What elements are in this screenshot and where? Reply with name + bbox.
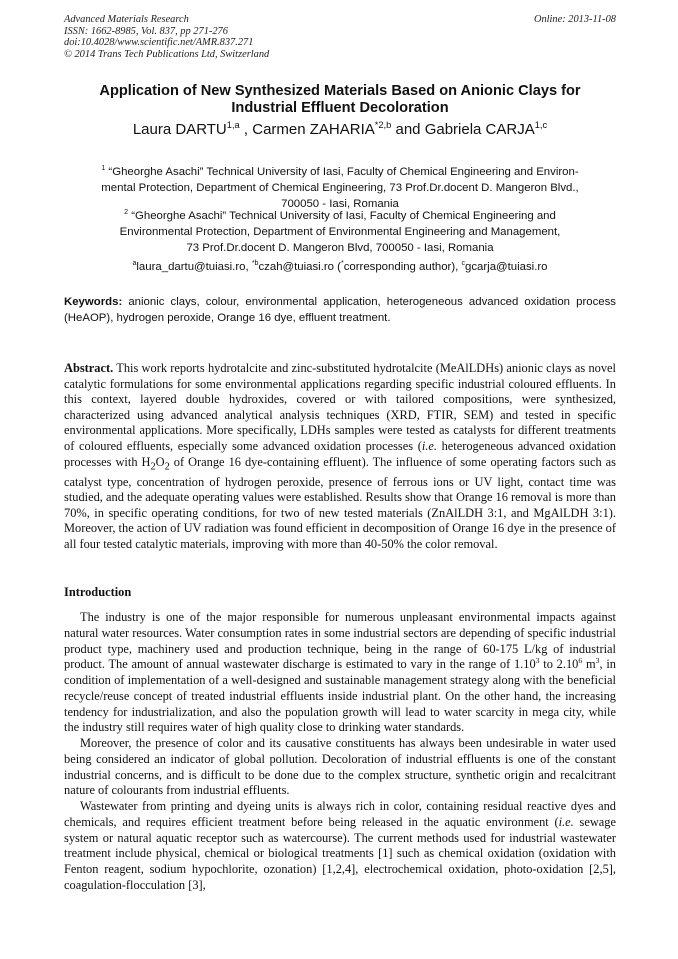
journal-name: Advanced Materials Research bbox=[64, 14, 189, 25]
abstract-text: of Orange 16 dye-containing effluent). The influence of some operating factors such as catalyst type, concentration of hydrogen peroxide, presence of ferrous ions or UV light, contact time was studied, and the adequate operating values were established. Results show that Orange 16 removal is more than 70%, in specific operating conditions, for two of new tested materials (ZnAlLDH 3:1, and MgAlLDH 3:1). Moreover, the action of UV radiation was found efficient in decomposition of Orange 16 dye in the presence of all four tested catalytic materials, improving with more than 40-50% the color removal. bbox=[64, 454, 616, 551]
abstract-ie: i.e. bbox=[421, 438, 437, 453]
doi-line[interactable]: doi:10.4028/www.scientific.net/AMR.837.271 bbox=[64, 37, 254, 49]
author-1: Laura DARTU bbox=[132, 121, 227, 138]
introduction-body bbox=[64, 610, 616, 894]
paragraph-text: m bbox=[582, 657, 596, 672]
author-2: Carmen ZAHARIA bbox=[252, 121, 375, 138]
superscript: 6 bbox=[578, 656, 583, 666]
author-3: Gabriela CARJA bbox=[424, 121, 535, 138]
author-separator: , bbox=[239, 121, 253, 138]
corresponding-note: corresponding author), bbox=[343, 261, 462, 273]
affiliation-1-line: 700050 - Iasi, Romania bbox=[281, 197, 399, 210]
author-3-affil: 1,c bbox=[534, 120, 548, 130]
affiliation-2-line: Environmental Protection, Department of Environmental Engineering and Management, bbox=[119, 225, 561, 238]
abstract-text: O bbox=[155, 454, 165, 469]
section-heading-introduction: Introduction bbox=[64, 585, 132, 599]
abstract-block bbox=[64, 361, 616, 553]
keywords-text: anionic clays, colour, environmental application, heterogeneous advanced oxidation process (HeAOP), hydrogen peroxide, Orange 16 dye, effluent treatment. bbox=[64, 296, 616, 324]
author-list bbox=[64, 121, 616, 139]
online-date: Online: 2013-11-08 bbox=[533, 14, 616, 25]
paragraph: Moreover, the presence of color and its causative constituents has always been undesirable in water used being considered an indicator of global pollution. Decoloration of industrial effluents is one of the constant industrial concerns, and is difficult to be done due to the complex structure, synthetic origin and recalcitrant nature of colourants from industrial effluents. bbox=[64, 736, 616, 798]
paragraph-text: , in condition of implementation of a well-designed and sustainable management strategy along with the beneficial recycle/reuse concept of treated industrial effluents inside industrial plant. On the other hand, the increasing tendency for industrialization, and also the population growth will lead to water scarcity in mega city, while the industry still requires water of high quality close to drinking water standards. bbox=[64, 657, 616, 735]
journal-header bbox=[64, 14, 616, 60]
email-link[interactable]: gcarja@tuiasi.ro bbox=[465, 261, 548, 273]
title-line-1: Application of New Synthesized Materials Based on Anionic Clays for bbox=[99, 83, 581, 99]
email-marker: c bbox=[461, 260, 466, 268]
email-marker: * bbox=[340, 260, 344, 268]
copyright-line: © 2014 Trans Tech Publications Ltd, Switzerland bbox=[64, 48, 270, 60]
keywords-label: Keywords: bbox=[64, 296, 123, 308]
affiliation-2-number: 2 bbox=[124, 209, 129, 217]
affiliation-2-line: “Gheorghe Asachi” Technical University of Iasi, Faculty of Chemical Engineering and bbox=[128, 210, 556, 222]
email-link[interactable]: laura_dartu@tuiasi.ro, bbox=[136, 261, 252, 273]
paragraph-ie: i.e. bbox=[558, 814, 574, 829]
email-marker: *b bbox=[251, 260, 259, 268]
issn-line: ISSN: 1662-8985, Vol. 837, pp 271-276 bbox=[64, 25, 228, 37]
paragraph-text: The industry is one of the major responsible for numerous unpleasant environmental impacts against natural water resources. Water consumption rates in some industrial sectors are depending of specific industrial product type, machinery used and production technique, being in the range of 60-175 L/kg of industrial product. The amount of annual wastewater discharge is estimated to vary in the range of 1.10 bbox=[64, 610, 616, 672]
paragraph bbox=[64, 610, 616, 736]
email-marker: a bbox=[132, 260, 137, 268]
affiliation-1-line: “Gheorghe Asachi” Technical University of Iasi, Faculty of Chemical Engineering and Environ- bbox=[105, 166, 579, 178]
subscript: 2 bbox=[150, 461, 156, 473]
affiliation-1 bbox=[64, 165, 616, 212]
abstract-text: This work reports hydrotalcite and zinc-substituted hydrotalcite (MeAlLDHs) anionic clays as novel catalytic formulations for some environmental applications regarding specific industrial coloured effluents. In this context, layered double hydroxides, covered or with tailored compositions, were synthesized, characterized using advanced analytical analysis techniques (XRD, FTIR, SEM) and tested in specific environmental applications. More specifically, LDHs samples were tested as catalysts for different treatments of coloured effluents, especially some advanced oxidation processes ( bbox=[64, 361, 616, 453]
paragraph bbox=[64, 799, 616, 894]
affiliation-2 bbox=[64, 209, 616, 256]
paper-title bbox=[64, 83, 616, 117]
author-1-affil: 1,a bbox=[226, 120, 240, 130]
keywords-block bbox=[64, 294, 616, 326]
author-2-affil: *2,b bbox=[374, 120, 392, 130]
affiliation-1-number: 1 bbox=[101, 165, 106, 173]
author-separator: and bbox=[391, 121, 425, 138]
abstract-text: heterogeneous advanced oxidation processes with H bbox=[64, 438, 617, 469]
superscript: 3 bbox=[595, 656, 600, 666]
abstract-label: Abstract. bbox=[64, 361, 114, 375]
affiliation-1-line: mental Protection, Department of Chemical Engineering, 73 Prof.Dr.docent D. Mangeron Blvd., bbox=[101, 181, 579, 194]
author-emails bbox=[64, 260, 616, 275]
email-link[interactable]: czah@tuiasi.ro ( bbox=[258, 261, 341, 273]
title-line-2: Industrial Effluent Decoloration bbox=[231, 100, 449, 116]
affiliation-2-line: 73 Prof.Dr.docent D. Mangeron Blvd, 700050 - Iasi, Romania bbox=[186, 241, 494, 254]
paragraph-text: Wastewater from printing and dyeing units is always rich in color, containing residual reactive dyes and chemicals, and requires efficient treatment before being released in the aquatic environment ( bbox=[64, 799, 616, 829]
subscript: 2 bbox=[164, 461, 170, 473]
paragraph-text: sewage system or natural aquatic receptor such as watercourse). The current methods used for industrial wastewater treatment include physical, chemical or biological treatments [1] such as chemical oxidation (oxidation with Fenton reagent, sodium hypochlorite, ozonation) [1,2,4], electrochemical oxidation, photo-oxidation [2,5], coagulation-flocculation [3], bbox=[64, 814, 617, 892]
superscript: 3 bbox=[535, 656, 540, 666]
paragraph-text: to 2.10 bbox=[539, 657, 579, 672]
